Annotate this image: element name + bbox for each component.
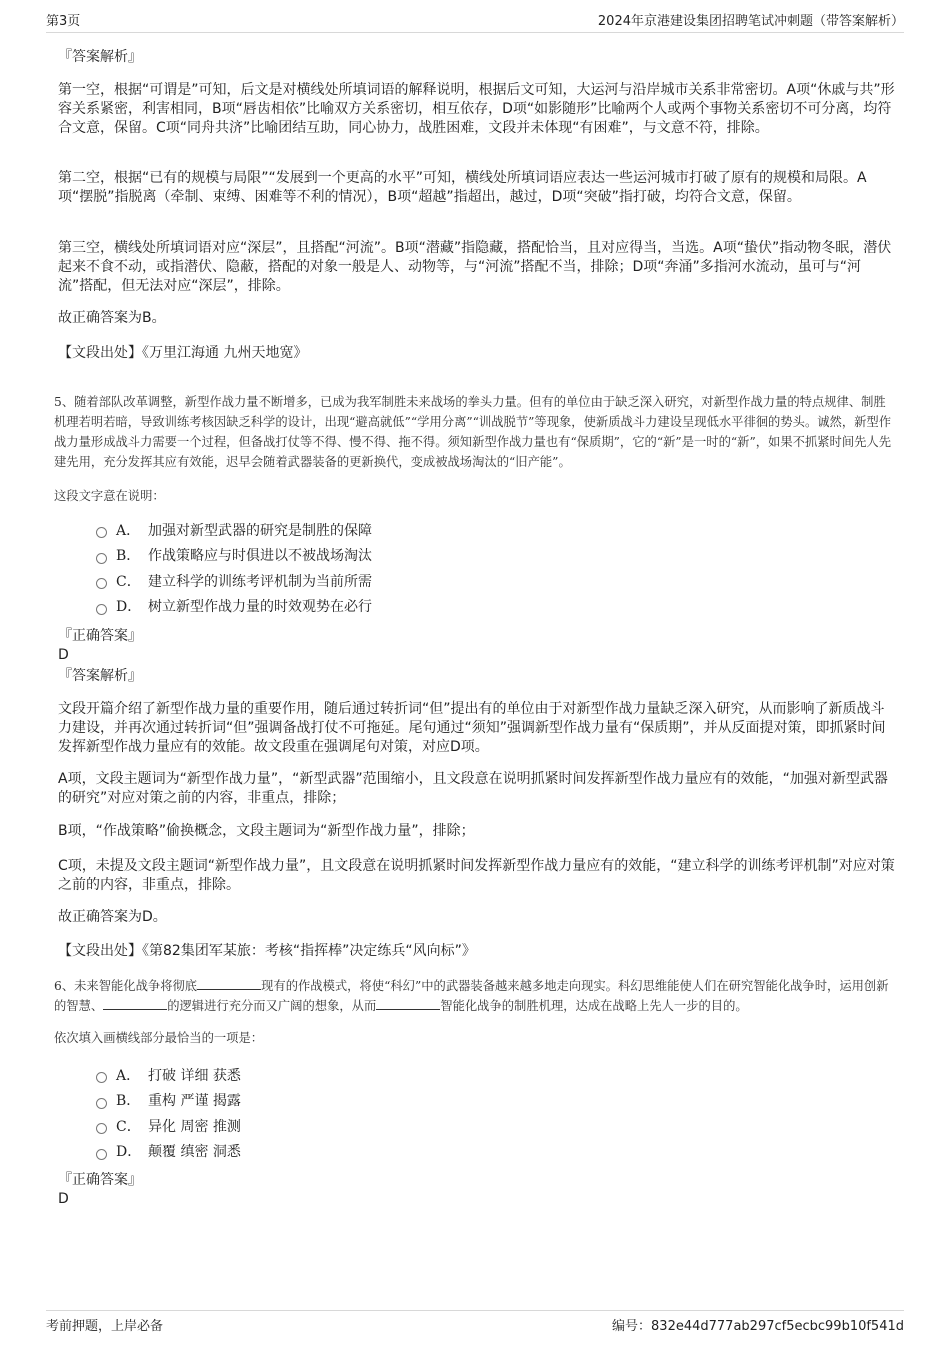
q5-analysis-p2: A项，文段主题词为“新型作战力量”，“新型武器”范围缩小，且文段意在说明抓紧时间发挥新型作战力量应有的效能，“加强对新型武器的研究”对应对策之前的内容，非重点，排除； [58, 771, 888, 806]
radio-icon[interactable] [96, 1098, 107, 1109]
analysis-label: 『答案解析』 [58, 49, 142, 65]
q6-option-d[interactable]: D． 颠覆 缜密 洞悉 [96, 1139, 796, 1165]
q5-source: 【文段出处】《第82集团军某旅：考核“指挥棒”决定练兵“风向标”》 [58, 943, 476, 959]
q6-stem: 6、未来智能化战争将彻底 现有的作战模式，将使“科幻”中的武器装备越来越多地走向现实。科幻思维能使人们在研究智能化战争时，运用创新的智慧、 的逻辑进行充分而又广阔的想象，从而 智能化战争的制胜机理，达成在战略上先人一步的目的。 [54, 979, 889, 1013]
radio-icon[interactable] [96, 553, 107, 564]
q4-source: 【文段出处】《万里江海通 九州天地宽》 [58, 345, 308, 361]
q4-conclusion: 故正确答案为B。 [58, 310, 166, 326]
radio-icon[interactable] [96, 604, 107, 615]
q5-option-a[interactable]: A． 加强对新型武器的研究是制胜的保障 [96, 517, 796, 543]
q4-analysis-p1: 第一空，根据“可谓是”可知，后文是对横线处所填词语的解释说明，根据后文可知，大运河与沿岸城市关系非常密切。A项“休戚与共”形容关系紧密，利害相同，B项“唇齿相依”比喻双方关系密切，相互依存，D项“如影随形”比喻两个人或两个事物关系密切不可分离，均符合文意，保留。C项“同舟共济”比喻团结互助，同心协力，战胜困难，文段并未体现“有困难”，与文意不符，排除。 [58, 82, 895, 136]
document-title: 2024年京港建设集团招聘笔试冲刺题（带答案解析） [597, 14, 904, 29]
q5-analysis-p1: 文段开篇介绍了新型作战力量的重要作用，随后通过转折词“但”提出有的单位由于对新型作战力量缺乏深入研究，从而影响了新质战斗力建设，并再次通过转折词“但”强调备战打仗不可拖延。尾句通过“须知”强调新型作战力量有“保质期”，并从反面提对策，即抓紧时间发挥新型作战力量应有的效能。故文段重在强调尾句对策，对应D项。 [58, 701, 886, 755]
document-id: 编号：832e44d777ab297cf5ecbc99b10f541d [612, 1319, 904, 1334]
radio-icon[interactable] [96, 578, 107, 589]
q4-analysis-p2: 第二空，根据“已有的规模与局限”“发展到一个更高的水平”可知，横线处所填词语应表达一些运河城市打破了原有的规模和局限。A项“摆脱”指脱离（牵制、束缚、困难等不利的情况），B项“超越”指超出，越过，D项“突破”指打破，均符合文意，保留。 [58, 170, 867, 205]
fill-blank [376, 997, 440, 1010]
q5-stem: 5、随着部队改革调整，新型作战力量不断增多，已成为我军制胜未来战场的拳头力量。但有的单位由于缺乏深入研究，对新型作战力量的特点规律、制胜机理若明若暗，导致训练考核因缺乏科学的设计，出现“避高就低”“学用分离”“训战脱节”等现象，使新质战斗力建设呈现低水平徘徊的势头。诚然，新型作战力量形成战斗力需要一个过程，但备战打仗等不得、慢不得、拖不得。须知新型作战力量也有“保质期”，它的“新”是一时的“新”，如果不抓紧时间先人先建先用，充分发挥其应有效能，迟早会随着武器装备的更新换代，变成被战场淘汰的“旧产能”。 [54, 395, 892, 469]
q5-answer: D [58, 647, 69, 663]
q5-option-b[interactable]: B． 作战策略应与时俱进以不被战场淘汰 [96, 543, 796, 569]
q6-prompt: 依次填入画横线部分最恰当的一项是： [54, 1031, 264, 1045]
footer-slogan: 考前押题，上岸必备 [46, 1319, 164, 1334]
q6-option-b[interactable]: B． 重构 严谨 揭露 [96, 1088, 796, 1114]
answer-label: 『正确答案』 [58, 628, 142, 644]
q6-answer: D [58, 1191, 69, 1207]
q5-options [96, 517, 796, 619]
page-number: 第3页 [46, 14, 81, 29]
q4-analysis-p3: 第三空，横线处所填词语对应“深层”，且搭配“河流”。B项“潜藏”指隐藏，搭配恰当，且对应得当，当选。A项“蛰伏”指动物冬眠，潜伏起来不食不动，或指潜伏、隐蔽，搭配的对象一般是人、动物等，与“河流”搭配不当，排除；D项“奔涌”多指河水流动，虽可与“河流”搭配，但无法对应“深层”，排除。 [58, 240, 892, 294]
q5-conclusion: 故正确答案为D。 [58, 909, 167, 925]
q5-analysis-p3: B项，“作战策略”偷换概念，文段主题词为“新型作战力量”，排除； [58, 823, 475, 839]
radio-icon[interactable] [96, 1123, 107, 1134]
q5-option-d[interactable]: D． 树立新型作战力量的时效观势在必行 [96, 594, 796, 620]
q6-options [96, 1062, 796, 1164]
q5-option-c[interactable]: C． 建立科学的训练考评机制为当前所需 [96, 568, 796, 594]
page-footer [46, 1310, 904, 1339]
radio-icon[interactable] [96, 1149, 107, 1160]
radio-icon[interactable] [96, 1072, 107, 1083]
q6-option-a[interactable]: A． 打破 详细 获悉 [96, 1062, 796, 1088]
fill-blank [197, 977, 261, 990]
radio-icon[interactable] [96, 527, 107, 538]
page-header [46, 10, 904, 33]
q6-option-c[interactable]: C． 异化 周密 推测 [96, 1113, 796, 1139]
answer-label: 『正确答案』 [58, 1172, 142, 1188]
fill-blank [103, 997, 167, 1010]
q5-analysis-p4: C项，未提及文段主题词“新型作战力量”，且文段意在说明抓紧时间发挥新型作战力量应有的效能，“建立科学的训练考评机制”对应对策之前的内容，非重点，排除。 [58, 858, 895, 893]
analysis-label: 『答案解析』 [58, 668, 142, 684]
q5-prompt: 这段文字意在说明： [54, 489, 165, 503]
